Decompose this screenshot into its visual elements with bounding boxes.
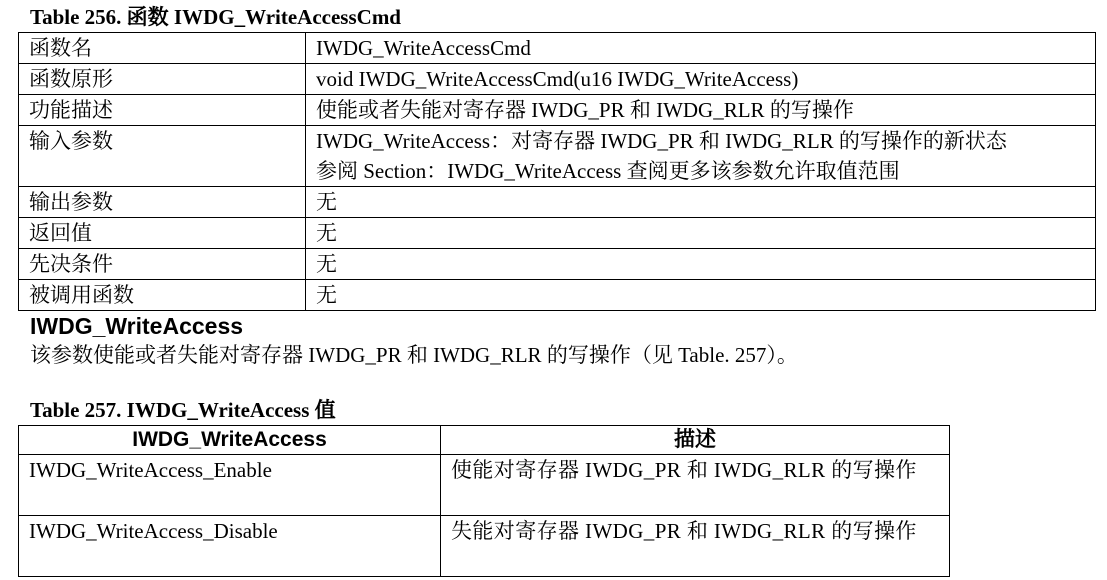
table-row	[19, 64, 1096, 95]
value-desc-cell: 失能对寄存器 IWDG_PR 和 IWDG_RLR 的写操作	[441, 516, 950, 577]
row-value-line: 无	[316, 252, 337, 276]
row-value	[306, 280, 1096, 311]
section-description: 该参数使能或者失能对寄存器 IWDG_PR 和 IWDG_RLR 的写操作（见 Table. 257）。	[30, 343, 798, 367]
row-value	[306, 218, 1096, 249]
function-description-table	[18, 32, 1096, 311]
row-value-line: IWDG_WriteAccessCmd	[316, 36, 531, 60]
row-value-line: IWDG_WriteAccess：对寄存器 IWDG_PR 和 IWDG_RLR 的写操作的新状态	[316, 129, 1007, 153]
table-row	[19, 249, 1096, 280]
row-key: 先决条件	[19, 249, 306, 280]
column-header: 描述	[441, 426, 950, 455]
table-row	[19, 126, 1096, 187]
table-row	[19, 280, 1096, 311]
row-value	[306, 33, 1096, 64]
row-value-line: 无	[316, 190, 337, 214]
table-row	[19, 516, 950, 577]
section-title: IWDG_WriteAccess	[30, 313, 244, 339]
row-value	[306, 187, 1096, 218]
row-value	[306, 95, 1096, 126]
row-key: 被调用函数	[19, 280, 306, 311]
row-key: 函数名	[19, 33, 306, 64]
table-257-caption: Table 257. IWDG_WriteAccess 值	[30, 398, 336, 422]
row-value-line: 无	[316, 283, 337, 307]
value-name-cell: IWDG_WriteAccess_Enable	[19, 455, 441, 516]
row-key: 功能描述	[19, 95, 306, 126]
row-value-line: 参阅 Section：IWDG_WriteAccess 查阅更多该参数允许取值范围	[316, 159, 900, 183]
row-key: 函数原形	[19, 64, 306, 95]
row-value-line: 使能或者失能对寄存器 IWDG_PR 和 IWDG_RLR 的写操作	[316, 98, 854, 122]
table-row	[19, 95, 1096, 126]
table-row	[19, 455, 950, 516]
row-value	[306, 64, 1096, 95]
row-value	[306, 126, 1096, 187]
table-row	[19, 187, 1096, 218]
parameter-values-table	[18, 425, 950, 577]
row-key: 返回值	[19, 218, 306, 249]
row-value-line: 无	[316, 221, 337, 245]
table-row	[19, 33, 1096, 64]
table-256-caption: Table 256. 函数 IWDG_WriteAccessCmd	[30, 5, 401, 29]
row-value-line: void IWDG_WriteAccessCmd(u16 IWDG_WriteAccess)	[316, 67, 799, 91]
row-key: 输入参数	[19, 126, 306, 187]
table-row	[19, 218, 1096, 249]
column-header: IWDG_WriteAccess	[19, 426, 441, 455]
row-value	[306, 249, 1096, 280]
value-desc-cell: 使能对寄存器 IWDG_PR 和 IWDG_RLR 的写操作	[441, 455, 950, 516]
row-key: 输出参数	[19, 187, 306, 218]
value-name-cell: IWDG_WriteAccess_Disable	[19, 516, 441, 577]
table-header-row	[19, 426, 950, 455]
